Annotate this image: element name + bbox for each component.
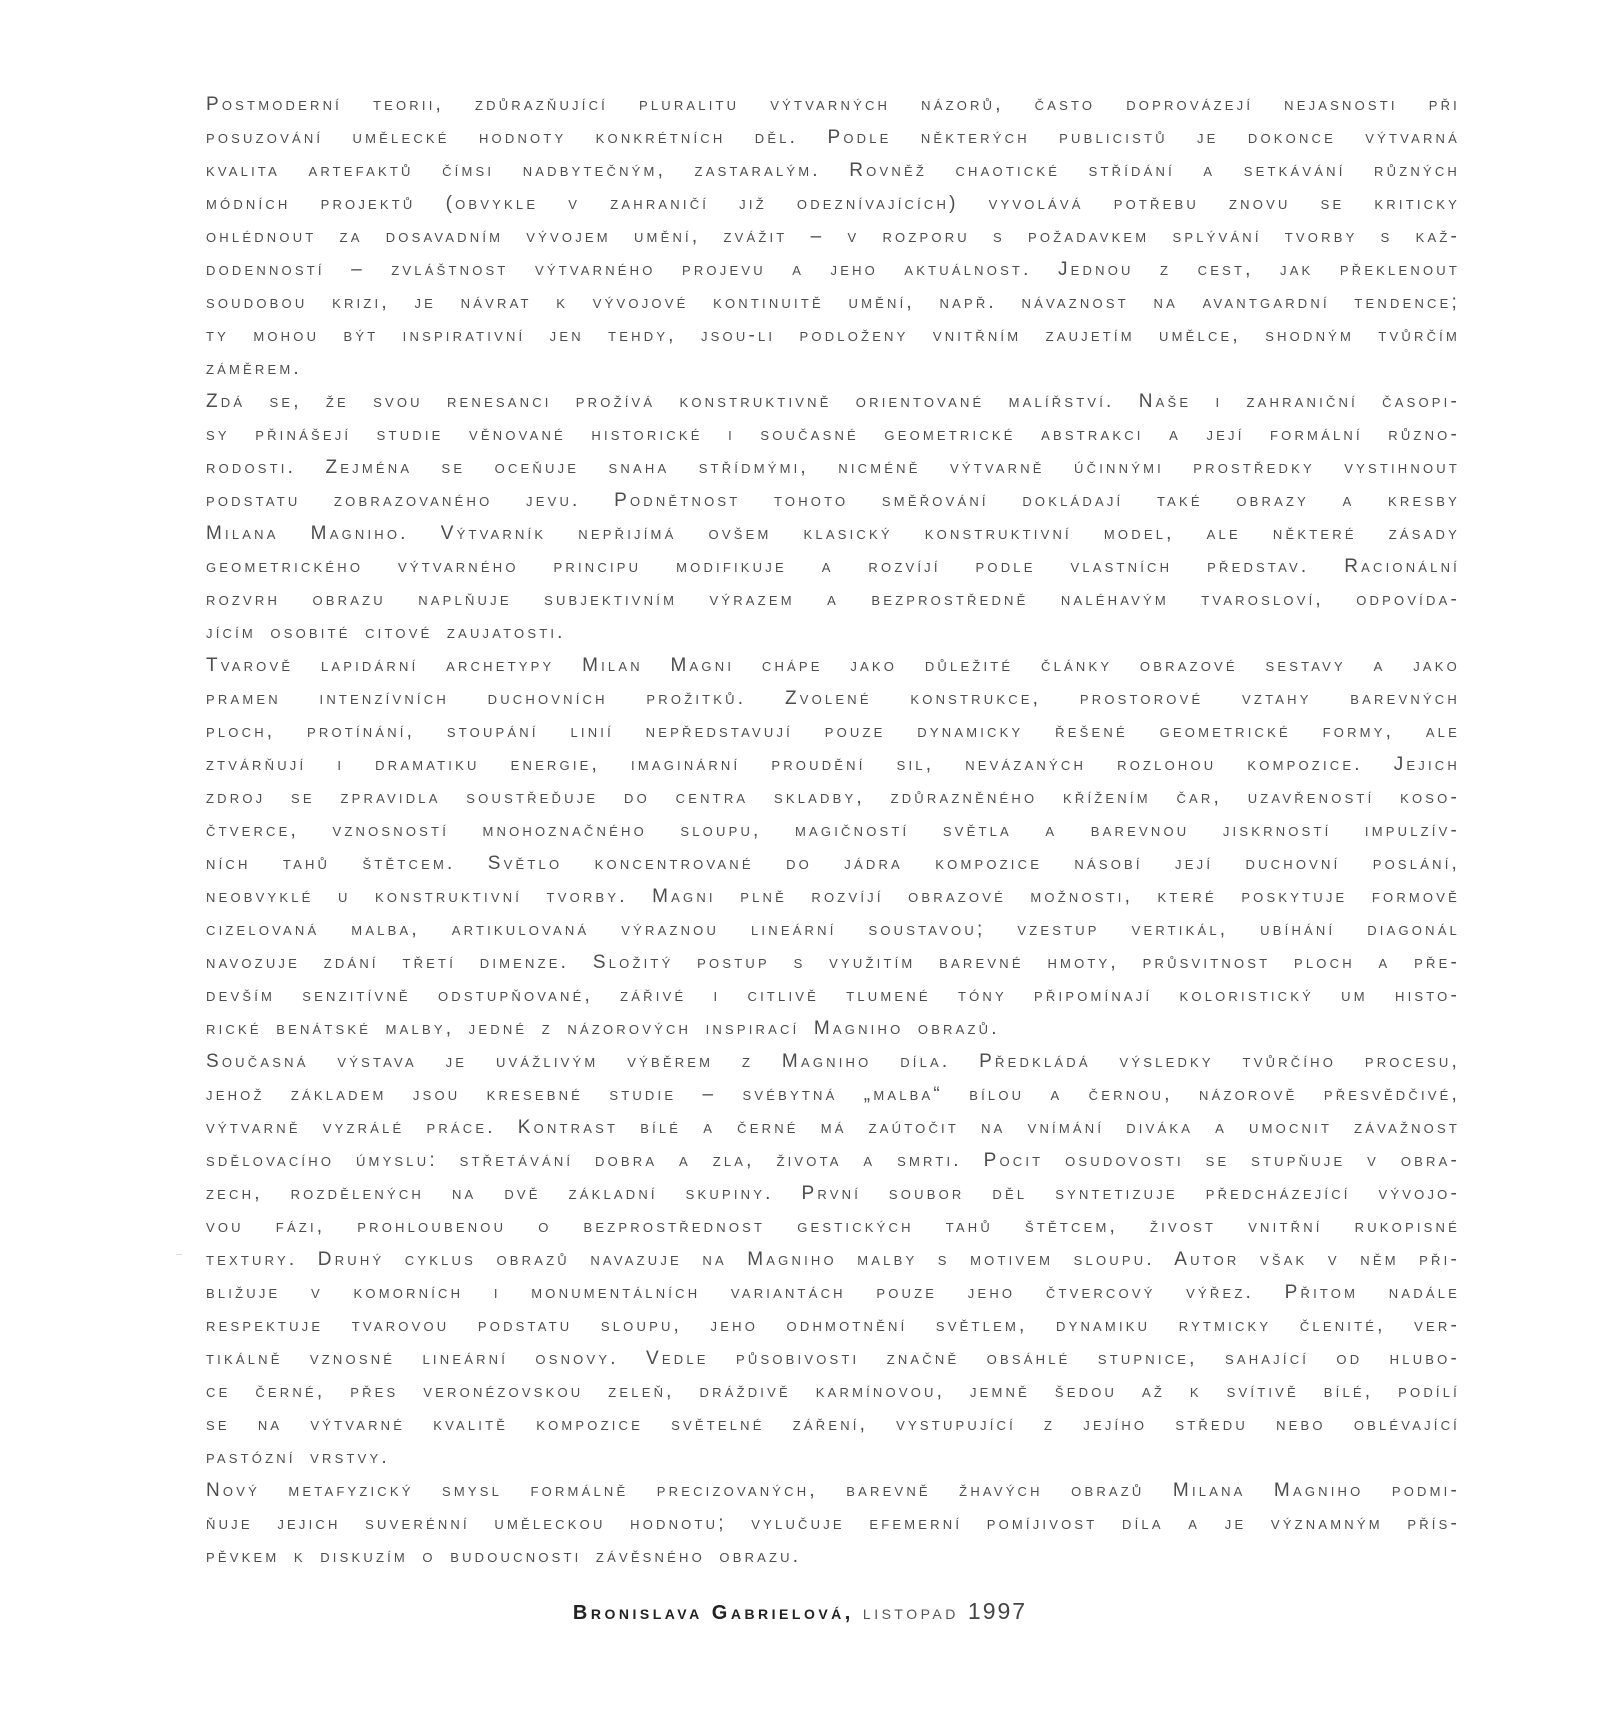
text-line: sy přinášejí studie věnované historické i současné geometrické abstrakci a její formální různo-: [206, 424, 1460, 445]
text-line: ce černé, přes veronézovskou zeleň, dráždivě karmínovou, jemně šedou až k svítivě bílé, podílí: [206, 1381, 1460, 1402]
text-line: sdělovacího úmyslu: střetávání dobra a zla, života a smrti. Pocit osudovosti se stupňuje v obra-: [206, 1150, 1460, 1171]
text-line: jehož základem jsou kresebné studie – svébytná „malba“ bílou a černou, názorově přesvědčivé,: [206, 1084, 1460, 1105]
text-line: pěvkem k diskuzím o budoucnosti závěsného obrazu.: [206, 1546, 802, 1567]
text-line: ňuje jejich suverénní uměleckou hodnotu; vylučuje efemerní pomíjivost díla a je významným přís-: [206, 1513, 1460, 1534]
paragraph: [206, 649, 1460, 1045]
paragraph: [206, 1045, 1460, 1474]
text-line: pastózní vrstvy.: [206, 1447, 390, 1468]
signature-date: listopad: [862, 1602, 959, 1624]
paragraph: [206, 88, 1460, 385]
text-line: módních projektů (obvykle v zahraničí již odeznívajících) vyvolává potřebu znovu se kriticky: [206, 193, 1460, 214]
text-line: rodosti. Zejména se oceňuje snaha střídmými, nicméně výtvarně účinnými prostředky vystihnout: [206, 457, 1460, 478]
text-line: záměrem.: [206, 358, 302, 379]
signature-author: Bronislava Gabrielová,: [572, 1602, 854, 1624]
article-body: [206, 88, 1460, 1573]
text-line: textury. Druhý cyklus obrazů navazuje na Magniho malby s motivem sloupu. Autor však v něm při-: [206, 1249, 1460, 1270]
text-line: Postmoderní teorii, zdůrazňující pluralitu výtvarných názorů, často doprovázejí nejasnosti při: [206, 94, 1460, 115]
text-line: ploch, protínání, stoupání linií nepředstavují pouze dynamicky řešené geometrické formy, ale: [206, 721, 1460, 742]
text-line: respektuje tvarovou podstatu sloupu, jeho odhmotnění světlem, dynamiku rytmicky členité, ver-: [206, 1315, 1460, 1336]
text-line: Milana Magniho. Výtvarník nepřijímá ovšem klasický konstruktivní model, ale některé zásady: [206, 523, 1460, 544]
text-line: ohlédnout za dosavadním vývojem umění, zvážit – v rozporu s požadavkem splývání tvorby s kaž-: [206, 226, 1460, 247]
text-line: pramen intenzívních duchovních prožitků. Zvolené konstrukce, prostorové vztahy barevných: [206, 688, 1460, 709]
signature-line: [0, 1598, 1600, 1625]
text-line: Tvarově lapidární archetypy Milan Magni chápe jako důležité články obrazové sestavy a jako: [206, 655, 1460, 676]
margin-mark: [176, 1254, 182, 1255]
text-line: geometrického výtvarného principu modifikuje a rozvíjí podle vlastních představ. Racionální: [206, 556, 1460, 577]
text-line: Nový metafyzický smysl formálně precizovaných, barevně žhavých obrazů Milana Magniho podmi-: [206, 1480, 1460, 1501]
text-line: se na výtvarné kvalitě kompozice světelné záření, vystupující z jejího středu nebo oblévající: [206, 1414, 1460, 1435]
text-line: neobvyklé u konstruktivní tvorby. Magni plně rozvíjí obrazové možnosti, které poskytuje formově: [206, 886, 1460, 907]
paragraph: [206, 1474, 1460, 1573]
text-line: zdroj se zpravidla soustřeďuje do centra skladby, zdůrazněného křížením čar, uzavřeností koso-: [206, 787, 1460, 808]
text-line: jícím osobité citové zaujatosti.: [206, 622, 566, 643]
text-line: dodenností – zvláštnost výtvarného projevu a jeho aktuálnost. Jednou z cest, jak překlenout: [206, 259, 1460, 280]
text-line: soudobou krizi, je návrat k vývojové kontinuitě umění, např. návaznost na avantgardní tendence;: [206, 292, 1460, 313]
text-line: ztvárňují i dramatiku energie, imaginární proudění sil, nevázaných rozlohou kompozice. Jejich: [206, 754, 1460, 775]
paragraph: [206, 385, 1460, 649]
text-line: cizelovaná malba, artikulovaná výraznou lineární soustavou; vzestup vertikál, ubíhání diagonál: [206, 919, 1460, 940]
text-line: ních tahů štětcem. Světlo koncentrované do jádra kompozice násobí její duchovní poslání,: [206, 853, 1460, 874]
text-line: vou fázi, prohloubenou o bezprostřednost gestických tahů štětcem, živost vnitřní rukopisné: [206, 1216, 1460, 1237]
text-line: výtvarně vyzrálé práce. Kontrast bílé a černé má zaútočit na vnímání diváka a umocnit závažnost: [206, 1117, 1460, 1138]
text-line: čtverce, vznosností mnohoznačného sloupu, magičností světla a barevnou jiskrností impulzív-: [206, 820, 1460, 841]
text-line: podstatu zobrazovaného jevu. Podnětnost tohoto směřování dokládají také obrazy a kresby: [206, 490, 1460, 511]
text-line: posuzování umělecké hodnoty konkrétních děl. Podle některých publicistů je dokonce výtvarná: [206, 127, 1460, 148]
text-line: navozuje zdání třetí dimenze. Složitý postup s využitím barevné hmoty, průsvitnost ploch a pře-: [206, 952, 1460, 973]
text-line: tikálně vznosné lineární osnovy. Vedle působivosti značně obsáhlé stupnice, sahající od hlubo-: [206, 1348, 1460, 1369]
text-line: devším senzitívně odstupňované, zářivé i citlivě tlumené tóny připomínají koloristický um histo-: [206, 985, 1460, 1006]
text-line: Současná výstava je uvážlivým výběrem z Magniho díla. Předkládá výsledky tvůrčího procesu,: [206, 1051, 1460, 1072]
text-line: ty mohou být inspirativní jen tehdy, jsou-li podloženy vnitřním zaujetím umělce, shodným tvůrčím: [206, 325, 1460, 346]
text-line: zech, rozdělených na dvě základní skupiny. První soubor děl syntetizuje předcházející vývojo-: [206, 1183, 1460, 1204]
text-line: Zdá se, že svou renesanci prožívá konstruktivně orientované malířství. Naše i zahraniční časopi-: [206, 391, 1460, 412]
signature-year: 1997: [967, 1598, 1028, 1624]
text-line: kvalita artefaktů čímsi nadbytečným, zastaralým. Rovněž chaotické střídání a setkávání různých: [206, 160, 1460, 181]
text-line: rozvrh obrazu naplňuje subjektivním výrazem a bezprostředně naléhavým tvarosloví, odpovída-: [206, 589, 1460, 610]
text-line: rické benátské malby, jedné z názorových inspirací Magniho obrazů.: [206, 1018, 1000, 1039]
text-line: bližuje v komorních i monumentálních variantách pouze jeho čtvercový výřez. Přitom nadále: [206, 1282, 1460, 1303]
